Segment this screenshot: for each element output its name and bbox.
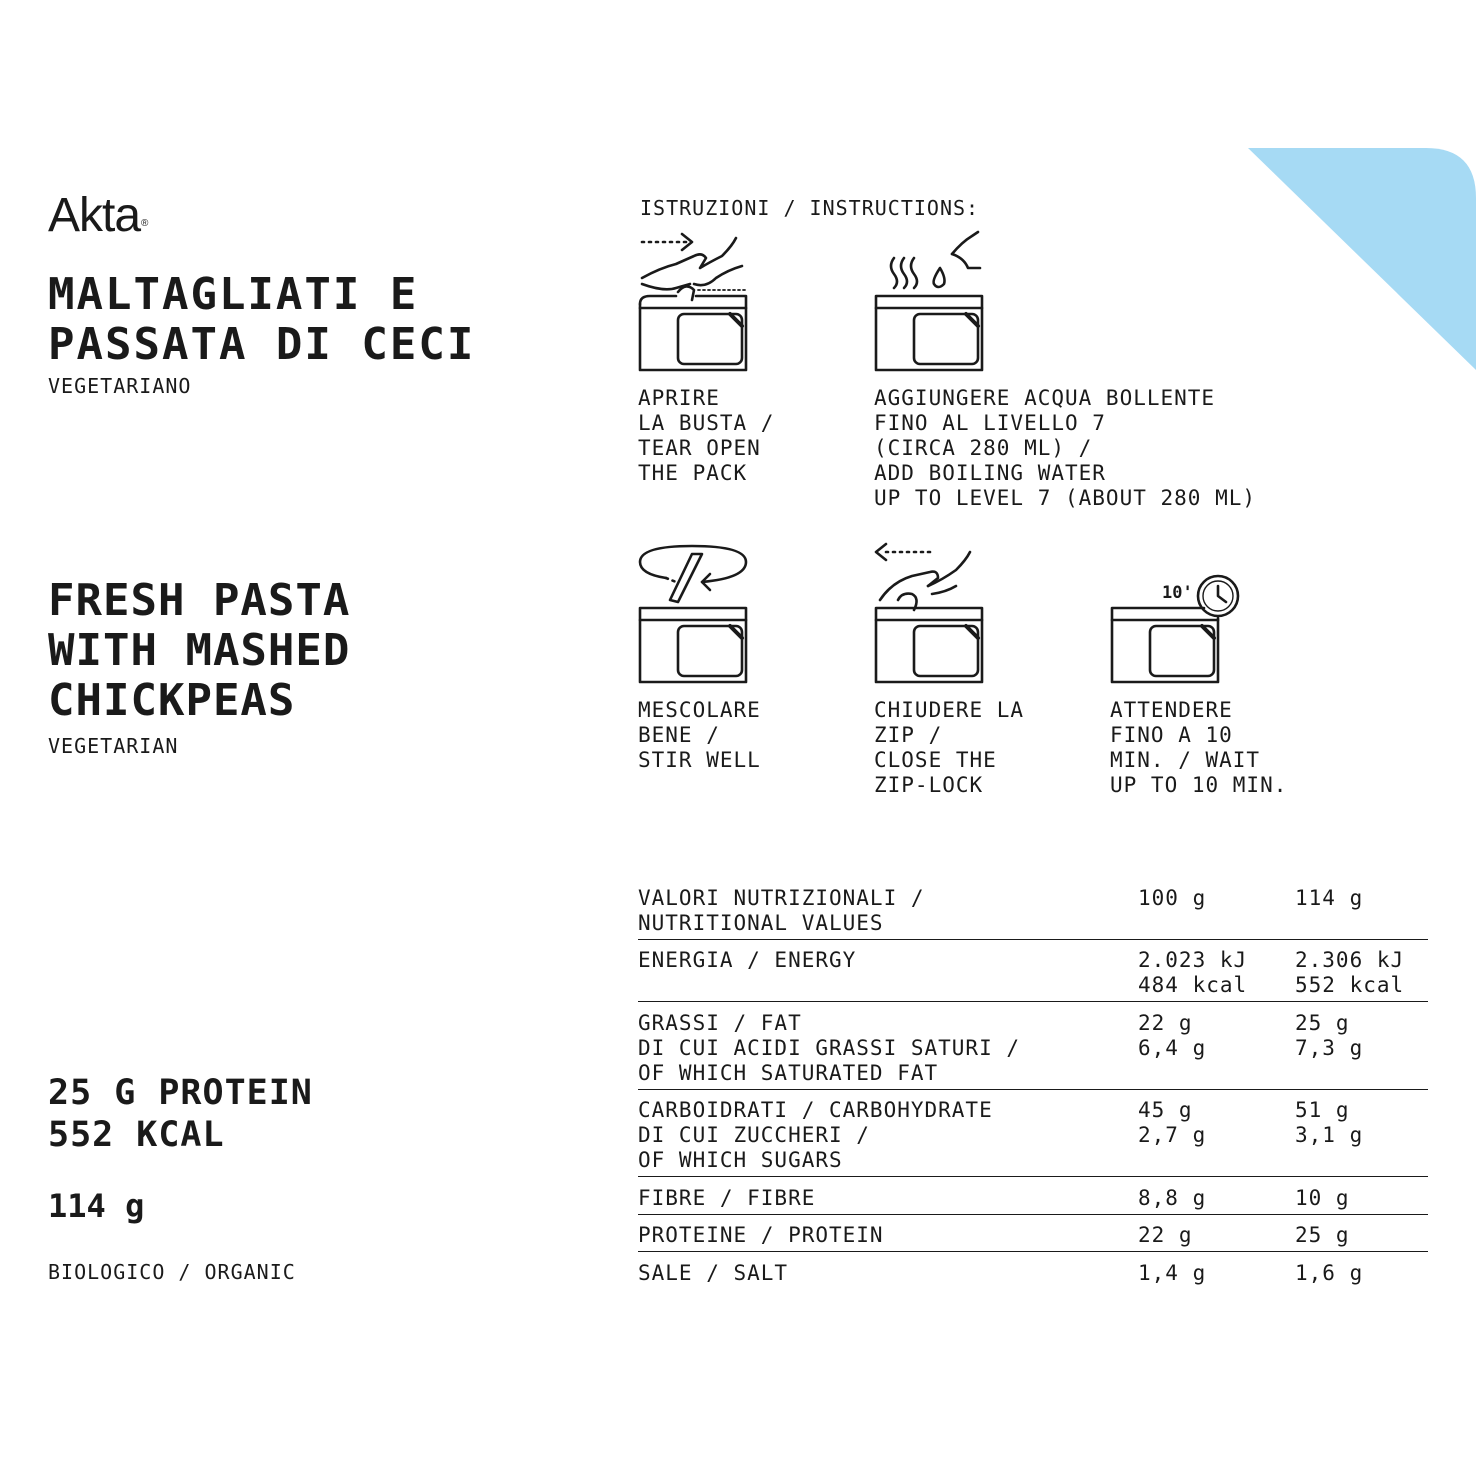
product-title-en-line1: FRESH PASTA <box>48 575 351 626</box>
product-title-en-line2: WITH MASHED <box>48 625 351 676</box>
protein-claim: 25 G PROTEIN <box>48 1073 313 1113</box>
category-it: VEGETARIANO <box>48 374 192 398</box>
wait-badge: 10' <box>1162 583 1193 603</box>
category-en: VEGETARIAN <box>48 734 179 758</box>
table-divider <box>638 1214 1428 1215</box>
nutrition-label: FIBRE / FIBRE <box>638 1186 816 1210</box>
nutrition-value-100g: 22 g 6,4 g <box>1138 1011 1207 1060</box>
nutrition-value-100g: 8,8 g <box>1138 1186 1207 1210</box>
corner-accent-shape <box>1248 148 1476 370</box>
step-3-text: MESCOLARE BENE / STIR WELL <box>638 698 761 772</box>
registered-mark: ® <box>141 218 148 229</box>
instructions-heading: ISTRUZIONI / INSTRUCTIONS: <box>640 196 980 220</box>
nutrition-row-salt <box>638 1261 1428 1386</box>
nutrition-label: CARBOIDRATI / CARBOHYDRATE DI CUI ZUCCHERI / OF WHICH SUGARS <box>638 1098 993 1172</box>
stir-well-icon <box>636 540 756 690</box>
product-title-en-line3: CHICKPEAS <box>48 675 296 726</box>
table-divider <box>638 939 1428 940</box>
brand-logo <box>48 188 147 244</box>
nutrition-label: GRASSI / FAT DI CUI ACIDI GRASSI SATURI / OF WHICH SATURATED FAT <box>638 1011 1021 1085</box>
kcal-claim: 552 KCAL <box>48 1115 225 1155</box>
step-5-text: ATTENDERE FINO A 10 MIN. / WAIT UP TO 10 MIN. <box>1110 698 1288 797</box>
nutrition-value-114g: 10 g <box>1295 1186 1350 1210</box>
nutrition-value-114g: 51 g 3,1 g <box>1295 1098 1364 1147</box>
nutrition-header-label: VALORI NUTRIZIONALI / NUTRITIONAL VALUES <box>638 886 925 935</box>
nutrition-header-100g: 100 g <box>1138 886 1207 910</box>
step-4-text: CHIUDERE LA ZIP / CLOSE THE ZIP-LOCK <box>874 698 1025 797</box>
nutrition-value-114g: 25 g <box>1295 1223 1350 1247</box>
product-title-it-line2: PASSATA DI CECI <box>48 319 476 370</box>
nutrition-header-114g: 114 g <box>1295 886 1364 910</box>
tear-open-pack-icon <box>636 228 756 378</box>
organic-label: BIOLOGICO / ORGANIC <box>48 1260 296 1284</box>
product-title-it-line1: MALTAGLIATI E <box>48 269 419 320</box>
nutrition-value-114g: 1,6 g <box>1295 1261 1364 1285</box>
nutrition-value-100g: 22 g <box>1138 1223 1193 1247</box>
nutrition-value-100g: 1,4 g <box>1138 1261 1207 1285</box>
nutrition-value-114g: 25 g 7,3 g <box>1295 1011 1364 1060</box>
nutrition-value-100g: 45 g 2,7 g <box>1138 1098 1207 1147</box>
table-divider <box>638 1089 1428 1090</box>
nutrition-value-100g: 2.023 kJ 484 kcal <box>1138 948 1248 997</box>
nutrition-label: SALE / SALT <box>638 1261 789 1285</box>
table-divider <box>638 1251 1428 1252</box>
step-1-text: APRIRE LA BUSTA / TEAR OPEN THE PACK <box>638 386 775 485</box>
net-weight: 114 g <box>48 1187 145 1225</box>
table-divider <box>638 1176 1428 1177</box>
brand-name: Akta <box>48 189 141 242</box>
nutrition-value-114g: 2.306 kJ 552 kcal <box>1295 948 1405 997</box>
step-2-text: AGGIUNGERE ACQUA BOLLENTE FINO AL LIVELLO 7 (CIRCA 280 ML) / ADD BOILING WATER UP TO LEVEL 7 (ABOUT 280 ML) <box>874 386 1257 510</box>
nutrition-label: ENERGIA / ENERGY <box>638 948 857 972</box>
nutrition-label: PROTEINE / PROTEIN <box>638 1223 884 1247</box>
table-divider <box>638 1001 1428 1002</box>
close-zip-lock-icon <box>872 540 992 690</box>
add-boiling-water-icon <box>872 228 992 378</box>
wait-clock-icon <box>1108 540 1248 690</box>
